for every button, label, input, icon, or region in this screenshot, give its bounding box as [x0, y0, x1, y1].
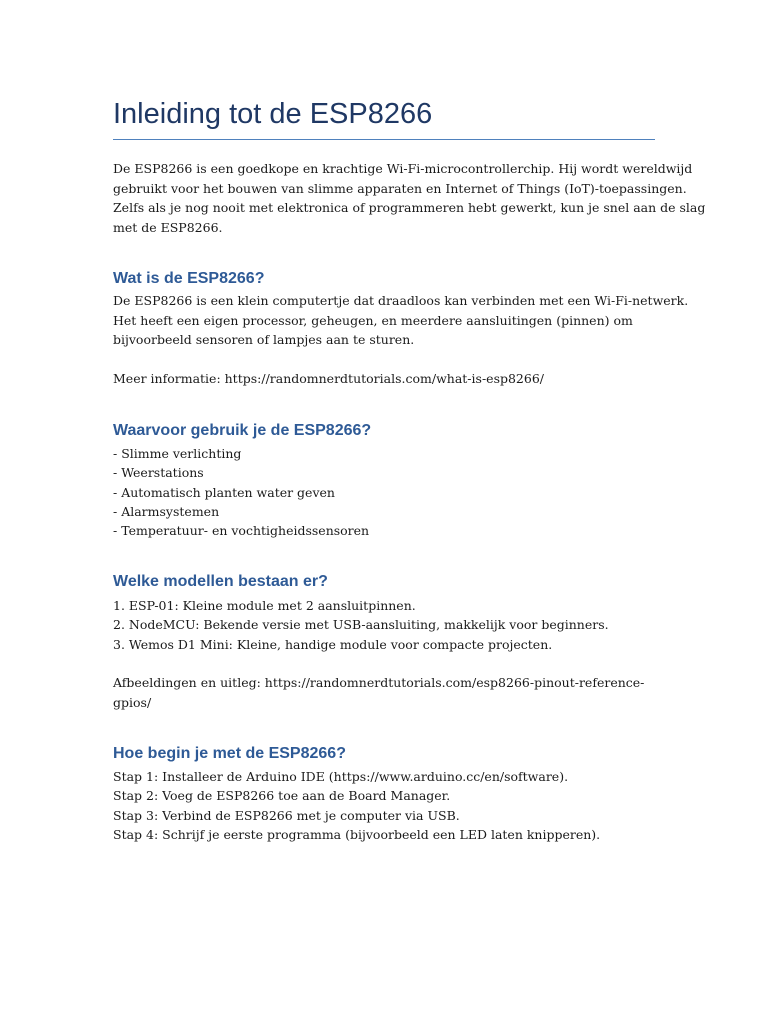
list-item: Stap 1: Installeer de Arduino IDE (https://www.arduino.cc/en/software). [113, 769, 569, 784]
list-item: 1. ESP-01: Kleine module met 2 aansluitpinnen. [113, 598, 416, 613]
section-paragraph-what-is [113, 291, 689, 350]
section-heading-getting-started: Hoe begin je met de ESP8266? [113, 745, 346, 762]
models-list [113, 596, 655, 654]
section-heading-uses: Waarvoor gebruik je de ESP8266? [113, 422, 372, 439]
intro-line: met de ESP8266. [113, 219, 223, 235]
intro-line: gebruikt voor het bouwen van slimme apparaten en Internet of Things (IoT)-toepassingen. [113, 180, 687, 196]
more-info-text: Meer informatie: https://randomnerdtutorials.com/what-is-esp8266/ [113, 371, 545, 386]
intro-paragraph [113, 159, 706, 237]
uses-list [113, 444, 655, 540]
section-heading-what-is: Wat is de ESP8266? [113, 270, 265, 287]
images-link-paragraph [113, 673, 655, 712]
paragraph-line: bijvoorbeeld sensoren of lampjes aan te sturen. [113, 332, 415, 347]
title-divider [113, 139, 655, 140]
intro-line: De ESP8266 is een goedkope en krachtige Wi-Fi-microcontrollerchip. Hij wordt wereldwijd [113, 161, 693, 176]
list-item: 2. NodeMCU: Bekende versie met USB-aansluiting, makkelijk voor beginners. [113, 617, 609, 633]
paragraph-line: Afbeeldingen en uitleg: https://randomnerdtutorials.com/esp8266-pinout-reference- [113, 675, 645, 690]
list-item: Stap 2: Voeg de ESP8266 toe aan de Board Manager. [113, 788, 451, 804]
paragraph-line: De ESP8266 is een klein computertje dat draadloos kan verbinden met een Wi-Fi-netwerk. [113, 293, 689, 308]
section-heading-models: Welke modellen bestaan er? [113, 573, 328, 590]
intro-line: Zelfs als je nog nooit met elektronica of programmeren hebt gewerkt, kun je snel aan de slag [113, 200, 706, 215]
list-item: Stap 3: Verbind de ESP8266 met je computer via USB. [113, 807, 460, 823]
list-item: - Alarmsystemen [113, 503, 220, 519]
more-info-line [113, 369, 655, 389]
paragraph-line: gpios/ [113, 694, 152, 710]
list-item: - Slimme verlichting [113, 446, 242, 461]
list-item: - Automatisch planten water geven [113, 484, 335, 500]
list-item: Stap 4: Schrijf je eerste programma (bijvoorbeeld een LED laten knipperen). [113, 826, 601, 842]
list-item: - Temperatuur- en vochtigheidssensoren [113, 523, 370, 539]
list-item: 3. Wemos D1 Mini: Kleine, handige module voor compacte projecten. [113, 636, 553, 652]
steps-list [113, 767, 655, 844]
list-item: - Weerstations [113, 465, 204, 481]
page-title: Inleiding tot de ESP8266 [113, 98, 433, 130]
paragraph-line: Het heeft een eigen processor, geheugen, en meerdere aansluitingen (pinnen) om [113, 312, 633, 328]
